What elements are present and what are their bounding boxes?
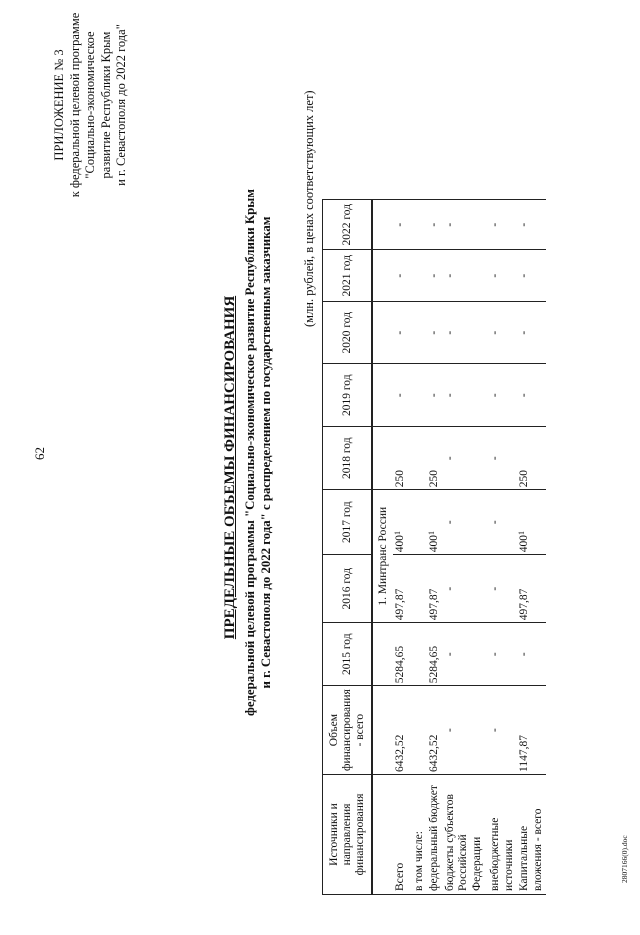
cell-2020: - (393, 302, 409, 364)
section-row (372, 200, 393, 895)
row-label: бюджеты субъектов Российской Федерации (443, 775, 486, 895)
cell-2019: - (488, 364, 517, 427)
row-label: Капитальные вложения - всего (517, 775, 546, 895)
appendix-line: к федеральной целевой программе (67, 12, 82, 198)
cell-total: - (488, 686, 517, 775)
col-header-2015: 2015 год (323, 623, 373, 686)
cell-2020: - (488, 302, 517, 364)
cell-2018: 250 (517, 427, 546, 490)
cell-2022: - (427, 200, 443, 250)
document-subtitle-line1: федеральной целевой программы "Социально-экономическое развитие Республики Крым (243, 189, 257, 716)
cell-2022: - (488, 200, 517, 250)
cell-2019: - (443, 364, 486, 427)
cell-2022: - (393, 200, 409, 250)
cell-2019: - (427, 364, 443, 427)
cell-2017: - (488, 490, 517, 555)
cell-2015: 5284,65 (393, 623, 409, 686)
cell-2018: 250 (427, 427, 443, 490)
col-header-2016: 2016 год (323, 555, 373, 623)
row-label: Всего (393, 775, 409, 895)
cell-2015: - (488, 623, 517, 686)
page-number: 62 (32, 447, 47, 460)
col-header-source: Источники и направления финансирования (323, 775, 373, 895)
cell-2015: 5284,65 (427, 623, 443, 686)
cell-2019: - (517, 364, 546, 427)
financing-table (322, 199, 546, 895)
table-row (412, 200, 428, 895)
col-header-2017: 2017 год (323, 490, 373, 555)
appendix-line: развитие Республики Крым (98, 31, 113, 179)
document-filename: 2807166(0).doc (620, 835, 629, 883)
appendix-title: ПРИЛОЖЕНИЕ № 3 (52, 49, 66, 161)
row-label: федеральный бюджет (427, 775, 443, 895)
cell-2018: 250 (393, 427, 409, 490)
col-header-2022: 2022 год (323, 200, 373, 250)
cell-2016: 497,87 (517, 555, 546, 623)
cell-total: 6432,52 (427, 686, 443, 775)
col-header-2021: 2021 год (323, 250, 373, 302)
cell-2018: - (443, 427, 486, 490)
cell-total: 1147,87 (517, 686, 546, 775)
cell-2021: - (393, 250, 409, 302)
cell-total: 6432,52 (393, 686, 409, 775)
cell-2017 (517, 490, 546, 555)
appendix-line: "Социально-экономическое (83, 31, 97, 179)
footnote-marker: 1 (427, 530, 436, 535)
table-row (393, 200, 409, 895)
cell-2016: 497,87 (393, 555, 409, 623)
section-title: 1. Минтранс России (372, 490, 393, 623)
cell-2021: - (488, 250, 517, 302)
cell-2016: 497,87 (427, 555, 443, 623)
document-title: ПРЕДЕЛЬНЫЕ ОБЪЕМЫ ФИНАНСИРОВАНИЯ (222, 295, 238, 640)
footnote-marker: 1 (517, 530, 526, 535)
col-header-2019: 2019 год (323, 364, 373, 427)
footnote-marker: 1 (393, 530, 402, 535)
cell-2019: - (393, 364, 409, 427)
cell-2020: - (427, 302, 443, 364)
appendix-block (52, 5, 130, 205)
cell-2021: - (427, 250, 443, 302)
table-row (517, 200, 546, 895)
cell-2021: - (443, 250, 486, 302)
title-block (222, 0, 274, 905)
col-header-2018: 2018 год (323, 427, 373, 490)
col-header-2020: 2020 год (323, 302, 373, 364)
cell-2020: - (443, 302, 486, 364)
cell-2021: - (517, 250, 546, 302)
cell-2017-value: 400 (518, 534, 530, 553)
cell-2015: - (517, 623, 546, 686)
cell-2017-value: 400 (394, 534, 406, 553)
cell-2015: - (443, 623, 486, 686)
row-label: в том числе: (412, 775, 428, 895)
table-row (443, 200, 486, 895)
appendix-line: и г. Севастополя до 2022 года" (114, 24, 128, 186)
document-subtitle-line2: и г. Севастополя до 2022 года" с распределением по государственным заказчикам (259, 216, 273, 689)
table-row (488, 200, 517, 895)
cell-total: - (443, 686, 486, 775)
cell-2022: - (517, 200, 546, 250)
cell-2020: - (517, 302, 546, 364)
units-note: (млн. рублей, в ценах соответствующих лет) (302, 90, 316, 327)
cell-2022: - (443, 200, 486, 250)
cell-2018: - (488, 427, 517, 490)
cell-2016: - (443, 555, 486, 623)
table-header-row (323, 200, 373, 895)
table-row (427, 200, 443, 895)
cell-2017 (393, 490, 409, 555)
cell-2016: - (488, 555, 517, 623)
cell-2017: - (443, 490, 486, 555)
cell-2017 (427, 490, 443, 555)
col-header-total: Объем финансирования - всего (323, 686, 373, 775)
row-label: внебюджетные источники (488, 775, 517, 895)
cell-2017-value: 400 (428, 534, 440, 553)
